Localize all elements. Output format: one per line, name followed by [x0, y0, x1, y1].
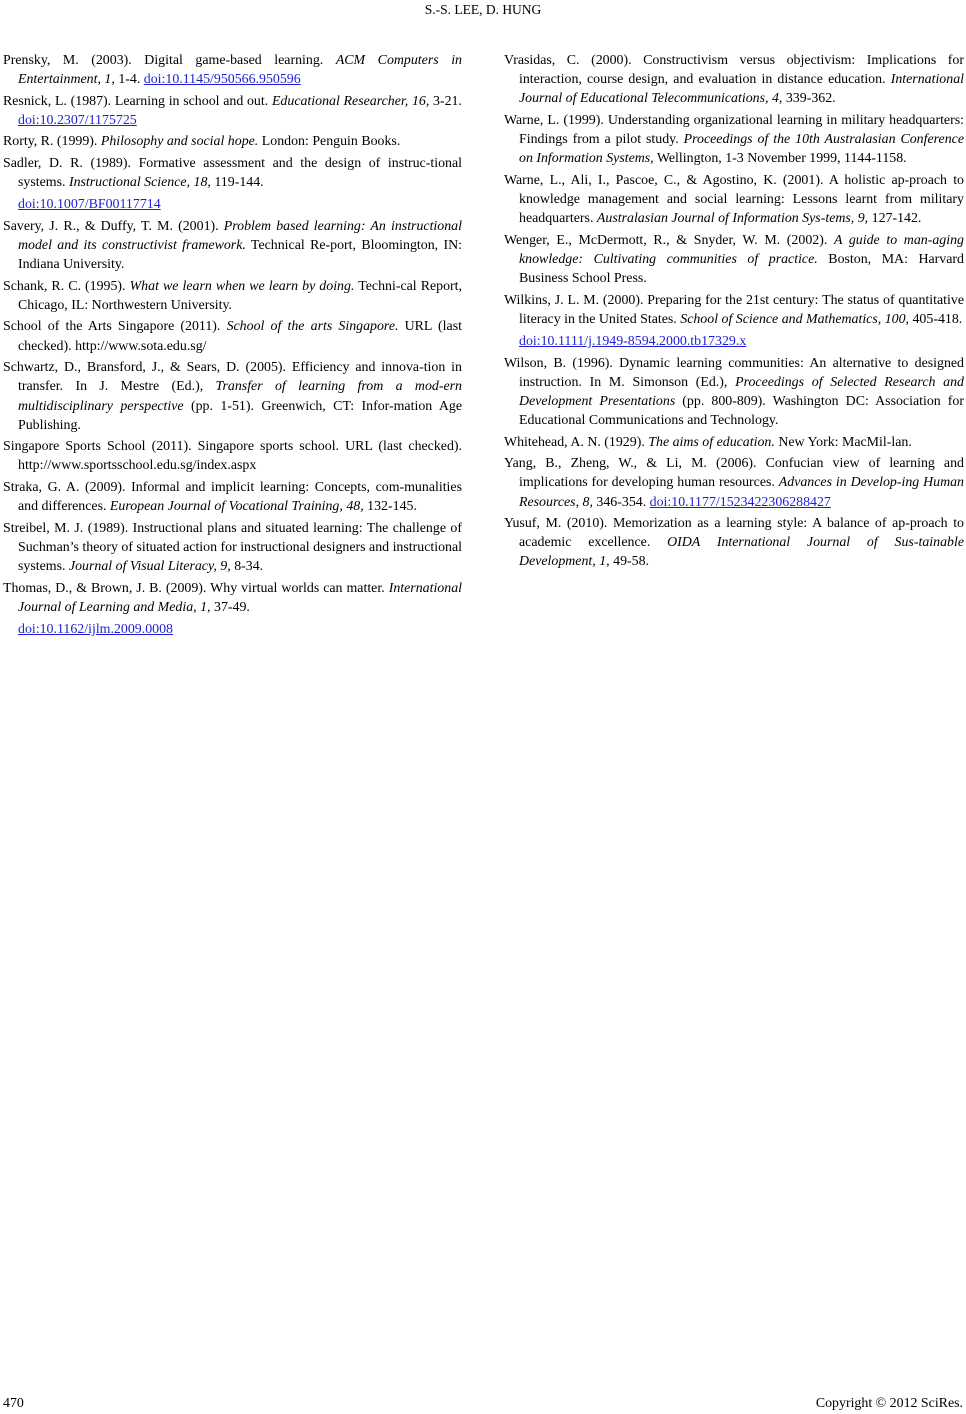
reference-source: School of Science and Mathematics, 100, — [680, 311, 910, 327]
reference-text: 339-362. — [782, 91, 836, 107]
reference-text: Sadler, D. R. (1989). Formative assessment and the design of instruc-tional systems. — [3, 155, 462, 191]
reference-text: Rorty, R. (1999). — [3, 134, 101, 150]
references-left-column — [3, 51, 462, 641]
reference-source: Proceedings of Selected Research and Development Presentations — [519, 374, 964, 409]
reference-text: Streibel, M. J. (1989). Instructional plans and situated learning: The challenge of Suchman’s theory of situated action for instructional designers and instructional systems. — [3, 520, 463, 575]
reference-text: 405-418. — [909, 311, 963, 327]
reference-entry — [3, 358, 462, 435]
reference-text: Yusuf, M. (2010). Memorization as a learning style: A balance of ap-proach to academic excellence. — [504, 516, 964, 551]
doi-link[interactable]: doi:10.1177/1523422306288427 — [649, 494, 831, 510]
reference-text: Techni-cal Report, Chicago, IL: Northwestern University. — [18, 278, 462, 313]
reference-source: OIDA International Journal of Sus-tainable Development, 1, — [519, 535, 964, 570]
doi-link[interactable]: doi:10.1111/j.1949-8594.2000.tb17329.x — [519, 334, 747, 350]
reference-entry — [504, 433, 964, 452]
reference-text: New York: MacMil-lan. — [774, 434, 912, 450]
reference-source: Philosophy and social hope. — [100, 134, 259, 150]
reference-entry — [504, 111, 964, 169]
reference-entry — [504, 231, 964, 289]
reference-text: 49-58. — [609, 554, 650, 570]
doi-link[interactable]: doi:10.1007/BF00117714 — [18, 197, 161, 213]
reference-entry — [504, 354, 964, 431]
reference-text: Wellington, 1-3 November 1999, 1144-1158. — [653, 151, 907, 167]
reference-source: Educational Researcher, 16, — [271, 93, 430, 109]
reference-text: Warne, L. (1999). Understanding organizational learning in military headquarters: Findings from a pilot study. — [504, 112, 964, 148]
reference-text: 37-49. — [210, 599, 250, 615]
reference-text: (pp. 800-809). Washington DC: Association for Educational Communications and Technology. — [519, 393, 964, 429]
reference-text: Thomas, D., & Brown, J. B. (2009). Why virtual worlds can matter. — [3, 580, 389, 596]
reference-text: Wilson, B. (1996). Dynamic learning communities: An alternative to designed instruction. In M. Simonson (Ed.), — [504, 355, 964, 390]
reference-entry — [3, 132, 462, 151]
reference-source: A guide to man-aging knowledge: Cultivating communities of practice. — [519, 232, 964, 267]
reference-text: 3-21. — [429, 93, 462, 109]
reference-text: Straka, G. A. (2009). Informal and implicit learning: Concepts, com-munalities and differences. — [3, 479, 462, 515]
reference-source: European Journal of Vocational Training, 48, — [109, 499, 364, 515]
reference-entry — [504, 51, 964, 109]
reference-text: 132-145. — [363, 499, 417, 515]
reference-source: Problem based learning: An instructional model and its constructivist framework. — [18, 218, 462, 254]
doi-link[interactable]: doi:10.1162/ijlm.2009.0008 — [18, 621, 173, 637]
reference-text: (pp. 1-51). Greenwich, CT: Infor-mation Age Publishing. — [18, 398, 462, 433]
reference-source: Advances in Develop-ing Human Resources, 8, — [519, 475, 965, 510]
doi-link[interactable]: doi:10.2307/1175725 — [18, 112, 137, 128]
reference-entry — [3, 217, 462, 275]
reference-text: 1-4. — [114, 72, 144, 88]
page-number: 470 — [3, 1396, 24, 1411]
reference-source: International Journal of Learning and Media, 1, — [18, 580, 462, 615]
reference-text: London: Penguin Books. — [258, 134, 401, 150]
reference-entry — [3, 154, 462, 215]
reference-text: Schank, R. C. (1995). — [3, 278, 130, 294]
reference-text: Prensky, M. (2003). Digital game-based learning. — [3, 53, 336, 68]
reference-text: Yang, B., Zheng, W., & Li, M. (2006). Confucian view of learning and implications for developing human resources. — [504, 456, 964, 491]
reference-source: School of the arts Singapore. — [226, 319, 399, 335]
reference-text: 346-354. — [592, 494, 650, 510]
reference-text: Savery, J. R., & Duffy, T. M. (2001). — [3, 218, 224, 234]
running-head: S.-S. LEE, D. HUNG — [424, 2, 542, 17]
reference-text: 119-144. — [210, 175, 264, 191]
reference-source: International Journal of Educational Telecommunications, 4, — [519, 72, 964, 107]
reference-entry — [3, 277, 462, 315]
reference-entry — [504, 171, 964, 229]
reference-source: Proceedings of the 10th Australasian Conference on Information Systems, — [519, 132, 964, 167]
reference-text: 8-34. — [230, 559, 264, 575]
copyright-notice: Copyright © 2012 SciRes. — [815, 1396, 963, 1411]
reference-entry — [3, 437, 462, 475]
reference-source: The aims of education. — [648, 434, 775, 450]
reference-entry — [504, 291, 964, 352]
reference-entry — [3, 92, 462, 130]
reference-source: ACM Computers in Entertainment, 1, — [18, 53, 462, 88]
reference-text: Resnick, L. (1987). Learning in school and out. — [3, 93, 272, 109]
reference-text: Schwartz, D., Bransford, J., & Sears, D. (2005). Efficiency and innova-tion in transfer. In J. Mestre (Ed.), — [3, 360, 462, 395]
references-right-column — [504, 51, 964, 574]
reference-text: URL (last checked). http://www.sota.edu.sg/ — [18, 319, 462, 354]
reference-entry — [504, 514, 964, 572]
reference-entry — [3, 317, 462, 355]
reference-entry — [3, 478, 462, 516]
reference-entry — [3, 519, 462, 577]
reference-text: Wenger, E., McDermott, R., & Snyder, W. M. (2002). — [504, 232, 834, 248]
reference-entry — [504, 454, 964, 512]
reference-text: Whitehead, A. N. (1929). — [504, 434, 649, 450]
reference-text: Warne, L., Ali, I., Pascoe, C., & Agostino, K. (2001). A holistic ap-proach to knowledge management and social learning: Lessons learnt from military headquarters. — [504, 172, 964, 227]
reference-entry — [3, 579, 462, 640]
reference-text: Technical Re-port, Bloomington, IN: Indiana University. — [18, 238, 462, 273]
doi-link[interactable]: doi:10.1145/950566.950596 — [143, 72, 301, 88]
reference-source: Instructional Science, 18, — [68, 175, 211, 191]
reference-source: Transfer of learning from a mod-ern multidisciplinary perspective — [18, 379, 462, 414]
reference-text: Wilkins, J. L. M. (2000). Preparing for the 21st century: The status of quantitative literacy in the United States. — [504, 292, 964, 327]
reference-source: Journal of Visual Literacy, 9, — [68, 559, 231, 575]
reference-source: What we learn when we learn by doing. — [129, 278, 355, 294]
reference-text: 127-142. — [868, 211, 922, 227]
reference-source: Australasian Journal of Information Sys-tems, 9, — [596, 211, 869, 227]
reference-entry — [3, 51, 462, 89]
reference-text: Boston, MA: Harvard Business School Press. — [519, 251, 964, 287]
reference-text: School of the Arts Singapore (2011). — [3, 319, 227, 335]
reference-text: Singapore Sports School (2011). Singapore sports school. URL (last checked). http://www.sportsschool.edu.sg/index.aspx — [3, 439, 462, 474]
reference-text: Vrasidas, C. (2000). Constructivism versus objectivism: Implications for interaction, course design, and evaluation in distance education. — [504, 53, 964, 88]
